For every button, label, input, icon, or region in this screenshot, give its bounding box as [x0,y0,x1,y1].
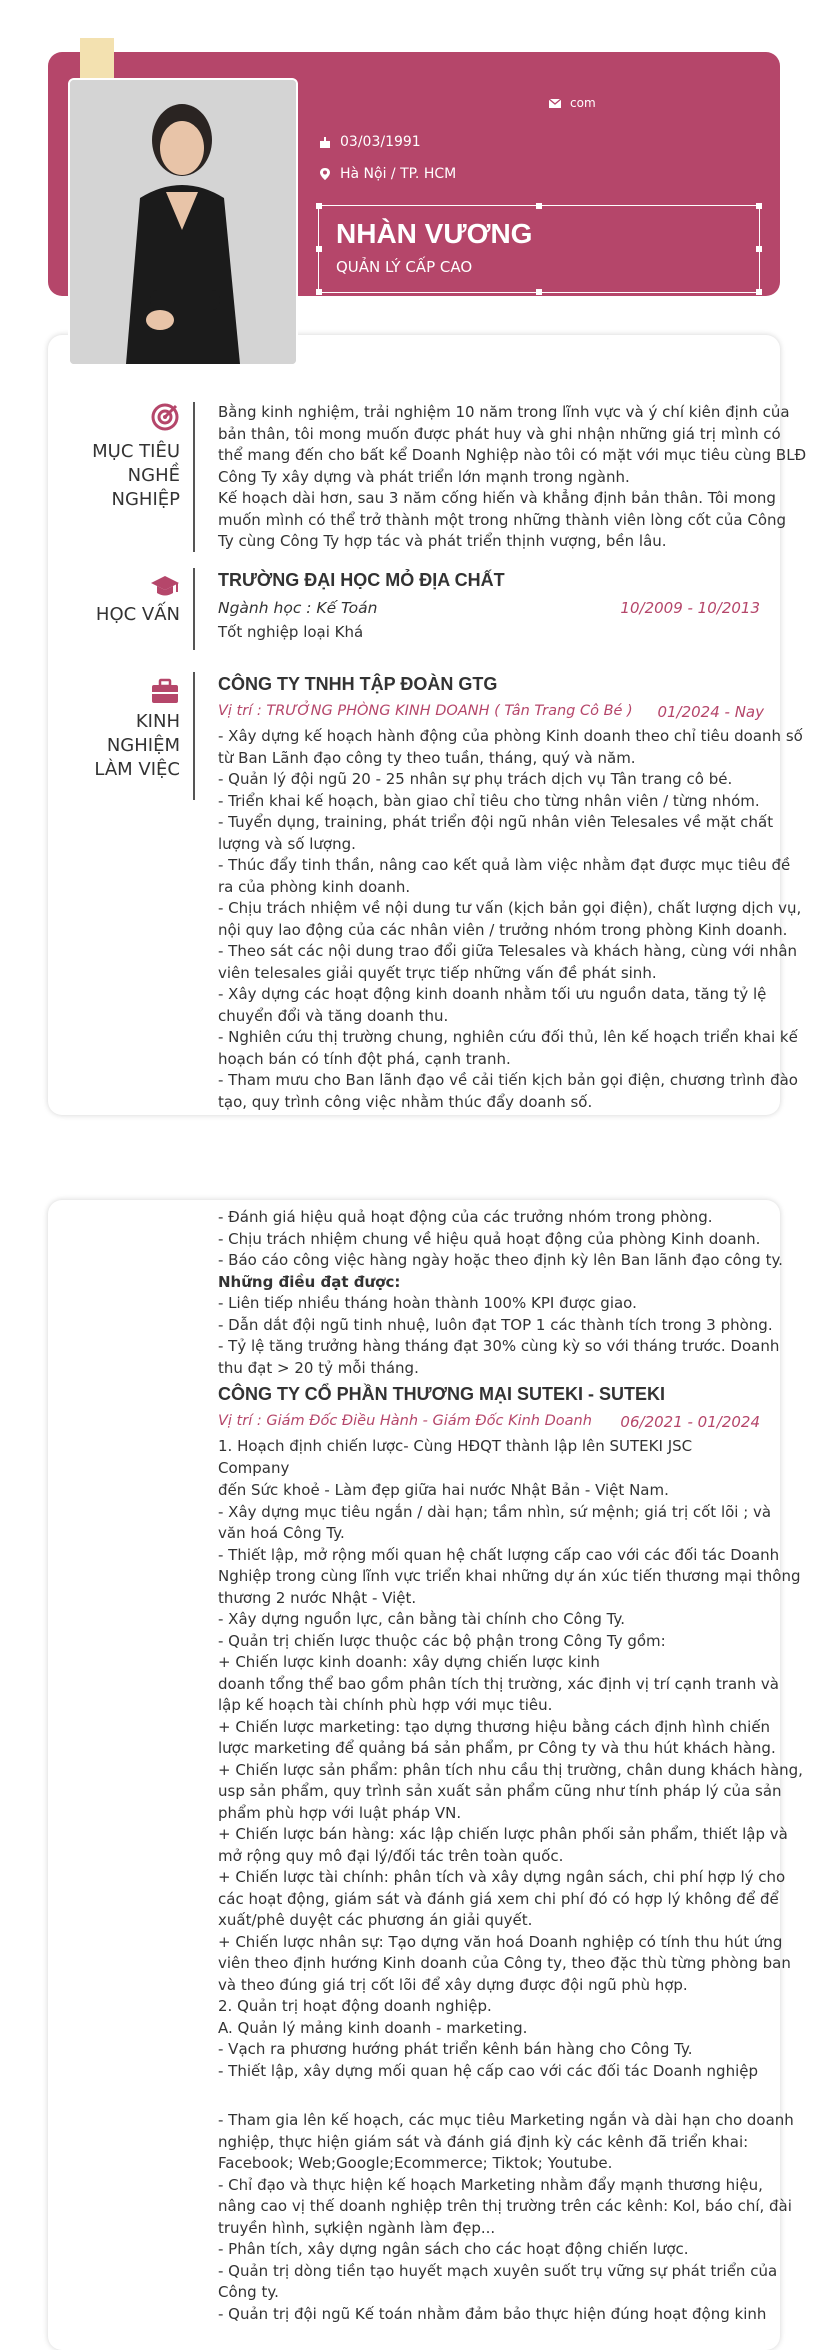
job1-company: CÔNG TY TNHH TẬP ĐOÀN GTG [218,674,498,694]
education-divider [193,568,195,650]
address-row [318,166,456,182]
candidate-name: NHÀN VƯƠNG [336,218,533,249]
email-row [548,96,596,110]
job2-position: Vị trí : Giám Đốc Điều Hành - Giám Đốc Kinh Doanh [218,1413,592,1429]
education-major: Ngành học : Kế Toán [218,599,378,617]
education-dates: 10/2009 - 10/2013 [620,599,760,617]
experience-label: KINH NGHIỆM LÀM VIỆC [94,711,180,780]
job2-company: CÔNG TY CỔ PHẦN THƯƠNG MẠI SUTEKI - SUTEKI [218,1384,665,1404]
birthdate-text: 03/03/1991 [340,134,421,150]
job2-intro: 1. Hoạch định chiến lược- Cùng HĐQT thành lập lên SUTEKI JSC Company [218,1437,693,1477]
objective-text: Bằng kinh nghiệm, trải nghiệm 10 năm trong lĩnh vực và ý chí kiên định của bản thân, tôi mong muốn được phát huy và ghi nhận những giá trị mình có thể mang đến cho bất kể Doanh Nghiệp nào tôi có mặt với mục tiêu cùng BLĐ Công Ty xây dựng và phát triển lớn mạnh trong ngành. Kế hoạch dài hơn, sau 3 năm cống hiến và khẳng định bản thân. Tôi mong muốn mình có thể trở thành một trong những thành viên lòng cốt của Công Ty cùng Công Ty hợp tác và phát triển thịnh vượng, bền lâu. [218,403,807,550]
cake-icon [318,135,332,149]
education-label: HỌC VẤN [95,604,180,625]
objective-label: MỤC TIÊU NGHỀ NGHIỆP [92,441,180,510]
briefcase-icon [150,676,180,706]
graduation-cap-icon [150,572,180,602]
candidate-title: QUẢN LÝ CẤP CAO [336,258,473,276]
target-icon [150,402,180,432]
address-text: Hà Nội / TP. HCM [340,166,457,182]
email-text: com [570,96,596,110]
job1-duties: - Xây dựng kế hoạch hành động của phòng Kinh doanh theo chỉ tiêu doanh số từ Ban Lãnh đạo công ty theo tuần, tháng, quý và năm. - Quản lý đội ngũ 20 - 25 nhân sự phụ trách dịch vụ Tân trang cô bé. - Triển khai kế hoạch, bàn giao chỉ tiêu cho từng nhân viên / từng nhóm. - Tuyển dụng, training, phát triển đội ngũ nhân viên Telesales về mặt chất lượng và số lượng. - Thúc đẩy tinh thần, nâng cao kết quả làm việc nhằm đạt được mục tiêu đề ra của phòng kinh doanh. - Chịu trách nhiệm về nội dung tư vấn (kịch bản gọi điện), chất lượng dịch vụ, nội quy lao động của các nhân viên / trưởng nhóm trong phòng Kinh doanh. - Theo sát các nội dung trao đổi giữa Telesales và khách hàng, cùng với nhân viên telesales giải quyết trực tiếp những vấn đề phát sinh. - Xây dựng các hoạt động kinh doanh nhằm tối ưu nguồn data, tăng tỷ lệ chuyển đổi và tăng doanh thu. - Nghiên cứu thị trường chung, nghiên cứu đối thủ, lên kế hoạch triển khai kế hoạch bán có tính đột phá, cạnh tranh. - Tham mưu cho Ban lãnh đạo về cải tiến kịch bản gọi điện, chương trình đào tạo, quy trình công việc nhằm thúc đẩy doanh số. [218,727,803,1111]
job2-duties-2: - Tham gia lên kế hoạch, các mục tiêu Marketing ngắn và dài hạn cho doanh nghiệp, thực hiện giám sát và đánh giá định kỳ các kênh đã triển khai: Facebook; Web;Google;Ecommerce; Tiktok; Youtube. - Chỉ đạo và thực hiện kế hoạch Marketing nhằm đẩy mạnh thương hiệu, nâng cao vị thế doanh nghiệp trên thị trường trên các kênh: Kol, báo chí, đài truyền hình, sựkiện ngành làm đẹp... - Phân tích, xây dựng ngân sách cho các hoạt động chiến lược. - Quản trị dòng tiền tạo huyết mạch xuyên suốt trụ vững sự phát triển của Công ty. - Quản trị đội ngũ Kế toán nhằm đảm bảo thực hiện đúng hoạt động kinh [218,2111,794,2323]
job1-duties-continued: - Đánh giá hiệu quả hoạt động của các trưởng nhóm trong phòng. - Chịu trách nhiệm chung về hiệu quả hoạt động của phòng Kinh doanh. - Báo cáo công việc hàng ngày hoặc theo định kỳ lên Ban lãnh đạo công ty. Những điều đạt được: - Liên tiếp nhiều tháng hoàn thành 100% KPI được giao. - Dẫn dắt đội ngũ tinh nhuệ, luôn đạt TOP 1 các thành tích trong 3 phòng. - Tỷ lệ tăng trưởng hàng tháng đạt 30% cùng kỳ so với tháng trước. Doanh thu đạt > 20 tỷ mỗi tháng. [218,1208,783,1377]
birthdate-row [318,134,421,150]
experience-divider [193,672,195,800]
job2-dates: 06/2021 - 01/2024 [620,1413,760,1431]
job1-position: Vị trí : TRƯỞNG PHÒNG KINH DOANH ( Tân Trang Cô Bé ) [218,703,633,719]
email-icon [548,96,562,110]
job2-duties: đến Sức khoẻ - Làm đẹp giữa hai nước Nhật Bản - Việt Nam. - Xây dựng mục tiêu ngắn / dài hạn; tầm nhìn, sứ mệnh; giá trị cốt lõi ; và văn hoá Công Ty. - Thiết lập, mở rộng mối quan hệ chất lượng cấp cao với các đối tác Doanh Nghiệp trong cùng lĩnh vực triển khai những dự án xúc tiến thương mại thông thương 2 nước Nhật - Việt. - Xây dựng nguồn lực, cân bằng tài chính cho Công Ty. - Quản trị chiến lược thuộc các bộ phận trong Công Ty gồm: + Chiến lược kinh doanh: xây dựng chiến lược kinh doanh tổng thể bao gồm phân tích thị trường, xác định vị trí cạnh tranh và lập kế hoạch tài chính phù hợp với mục tiêu. + Chiến lược marketing: tạo dựng thương hiệu bằng cách định hình chiến lược marketing để quảng bá sản phẩm, pr Công ty và thu hút khách hàng. + Chiến lược sản phẩm: phân tích nhu cầu thị trường, chân dung khách hàng, usp sản phẩm, quy trình sản xuất sản phẩm cũng như tính pháp lý của sản phẩm phù hợp với luật pháp VN. + Chiến lược bán hàng: xác lập chiến lược phân phối sản phẩm, thiết lập và mở rộng quy mô đại lý/đối tác trên toàn quốc. + Chiến lược tài chính: phân tích và xây dựng ngân sách, chi phí hợp lý cho các hoạt động, giám sát và đánh giá xem chi phí đó có hợp lý không để để xuất/phê duyệt các phương án giải quyết. + Chiến lược nhân sự: Tạo dựng văn hoá Doanh nghiệp có tính thu hút ứng viên theo định hướng Kinh doanh của Công ty, theo đặc thù từng phòng ban và theo đúng giá trị cốt lõi để xây dựng được đội ngũ phù hợp. 2. Quản trị hoạt động doanh nghiệp. A. Quản lý mảng kinh doanh - marketing. - Vạch ra phương hướng phát triển kênh bán hàng cho Công Ty. - Thiết lập, xây dựng mối quan hệ cấp cao với các đối tác Doanh nghiệp [218,1481,803,2080]
objective-divider [193,402,195,552]
job1-dates: 01/2024 - Nay [657,703,764,721]
profile-photo [68,78,298,366]
education-note: Tốt nghiệp loại Khá [218,623,364,641]
school-name: TRƯỜNG ĐẠI HỌC MỎ ĐỊA CHẤT [218,570,505,590]
achievements-title: Những điều đạt được: [218,1272,401,1291]
location-pin-icon [318,167,332,181]
